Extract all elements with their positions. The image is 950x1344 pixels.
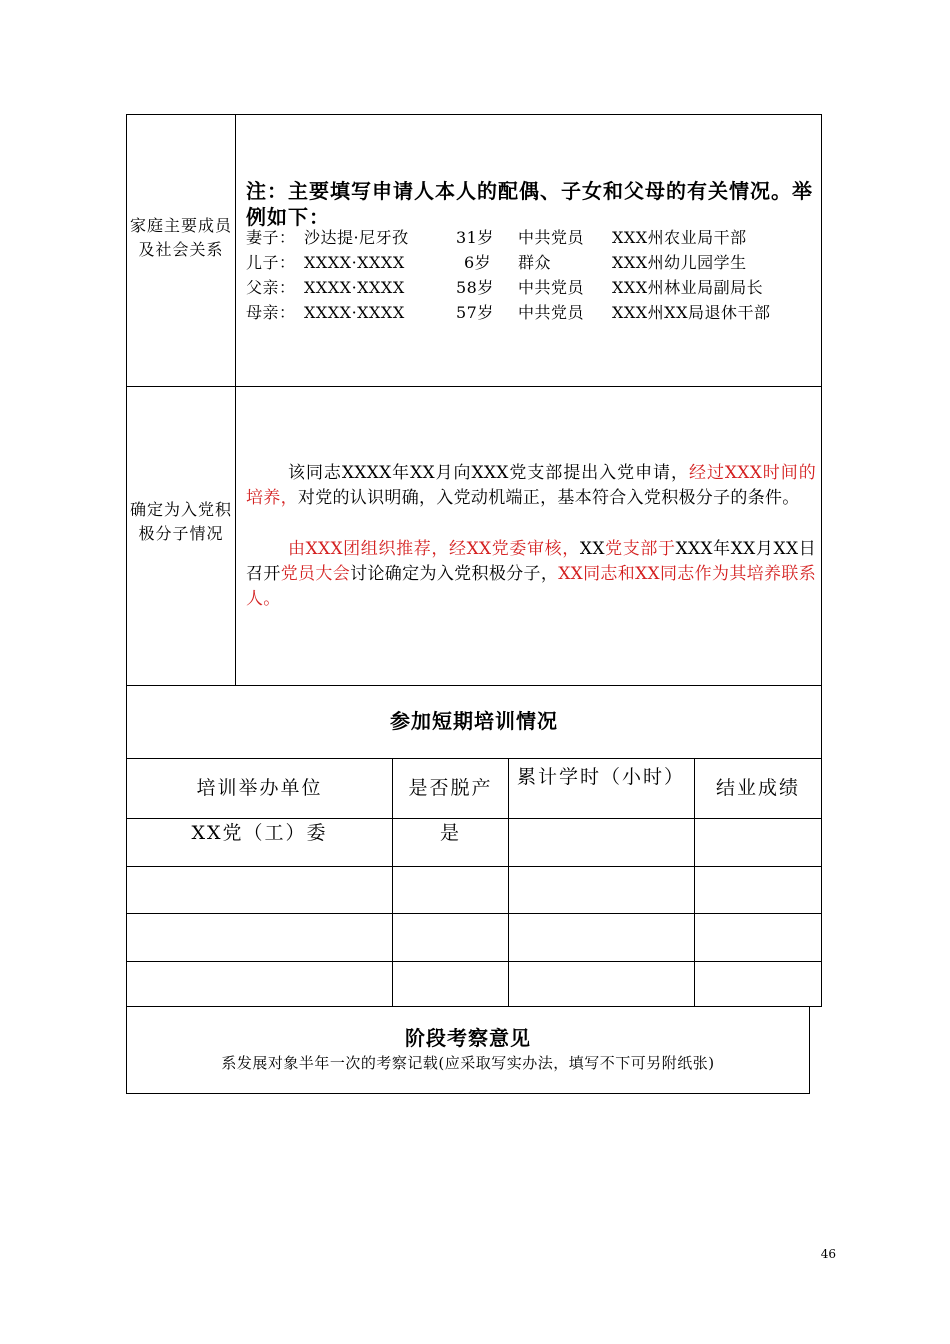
family-note-title: 注：主要填写申请人本人的配偶、子女和父母的有关情况。举例如下： bbox=[246, 179, 813, 229]
training-row-line bbox=[126, 818, 822, 819]
activist-p2-text-3: 讨论确定为入党积极分子， bbox=[350, 564, 559, 584]
training-col-line bbox=[508, 758, 509, 1007]
training-header-hours: 累计学时（小时） bbox=[516, 766, 685, 788]
member-age: 57岁 bbox=[456, 303, 494, 322]
member-name: 沙达提·尼牙孜 bbox=[304, 228, 409, 247]
activist-p2-highlight-4: XX同志和XX同志作为其培养联系人。 bbox=[246, 564, 817, 609]
page-number: 46 bbox=[820, 1247, 836, 1261]
member-party: 中共党员 bbox=[518, 228, 585, 247]
training-row-line bbox=[126, 961, 822, 962]
activist-p2-highlight-3: 党员大会 bbox=[280, 564, 351, 584]
training-row-line bbox=[126, 913, 822, 914]
member-job: XXX州幼儿园学生 bbox=[612, 253, 747, 272]
activist-p1-text-2: 对党的认识明确，入党动机端正，基本符合入党积极分子的条件。 bbox=[297, 488, 800, 508]
activist-p2-highlight-1: 由XXX团组织推荐，经XX党委审核， bbox=[288, 539, 580, 559]
family-section-label: 家庭主要成员及社会关系 bbox=[129, 216, 232, 259]
member-job: XXX州林业局副局长 bbox=[612, 278, 764, 297]
member-relation: 父亲： bbox=[246, 278, 296, 297]
member-relation: 儿子： bbox=[246, 253, 296, 272]
member-party: 群众 bbox=[518, 253, 552, 272]
member-name: XXXX·XXXX bbox=[304, 253, 405, 272]
member-age: 31岁 bbox=[456, 228, 494, 247]
member-party: 中共党员 bbox=[518, 303, 585, 322]
training-header-top bbox=[126, 758, 822, 759]
activist-p1-text: 该同志XXXX年XX月向XXX党支部提出入党申请， bbox=[288, 463, 689, 483]
activist-p1-highlight: 经过XXX时间的培养， bbox=[246, 463, 816, 508]
member-relation: 妻子： bbox=[246, 228, 296, 247]
member-name: XXXX·XXXX bbox=[304, 303, 405, 322]
activist-p2-text-2: XXX年XX月XX日召开 bbox=[246, 539, 816, 584]
activist-paragraph-1 bbox=[246, 461, 816, 511]
activist-paragraph-2 bbox=[246, 537, 816, 612]
member-age: 6岁 bbox=[464, 253, 492, 272]
training-cell-unit: XX党（工）委 bbox=[191, 822, 328, 844]
member-relation: 母亲： bbox=[246, 303, 296, 322]
training-cell-offjob: 是 bbox=[439, 822, 461, 844]
member-job: XXX州农业局干部 bbox=[612, 228, 747, 247]
training-row-line bbox=[126, 866, 822, 867]
activist-section-label: 确定为入党积极分子情况 bbox=[129, 500, 232, 543]
review-section-subtitle: 系发展对象半年一次的考察记载(应采取写实办法，填写不下可另附纸张) bbox=[221, 1054, 715, 1072]
section-divider-1 bbox=[126, 386, 822, 387]
training-header-result: 结业成绩 bbox=[715, 777, 800, 799]
label-column-divider bbox=[235, 114, 236, 686]
member-party: 中共党员 bbox=[518, 278, 585, 297]
activist-p2-highlight-2: 党支部于 bbox=[604, 539, 676, 559]
member-job: XXX州XX局退休干部 bbox=[612, 303, 771, 322]
training-header-unit: 培训举办单位 bbox=[196, 777, 323, 799]
member-name: XXXX·XXXX bbox=[304, 278, 405, 297]
member-age: 58岁 bbox=[456, 278, 494, 297]
review-section-title: 阶段考察意见 bbox=[405, 1026, 531, 1050]
activist-p2-text-1: XX bbox=[579, 539, 605, 559]
training-header-offjob: 是否脱产 bbox=[408, 777, 493, 799]
training-section-title: 参加短期培训情况 bbox=[390, 709, 558, 733]
